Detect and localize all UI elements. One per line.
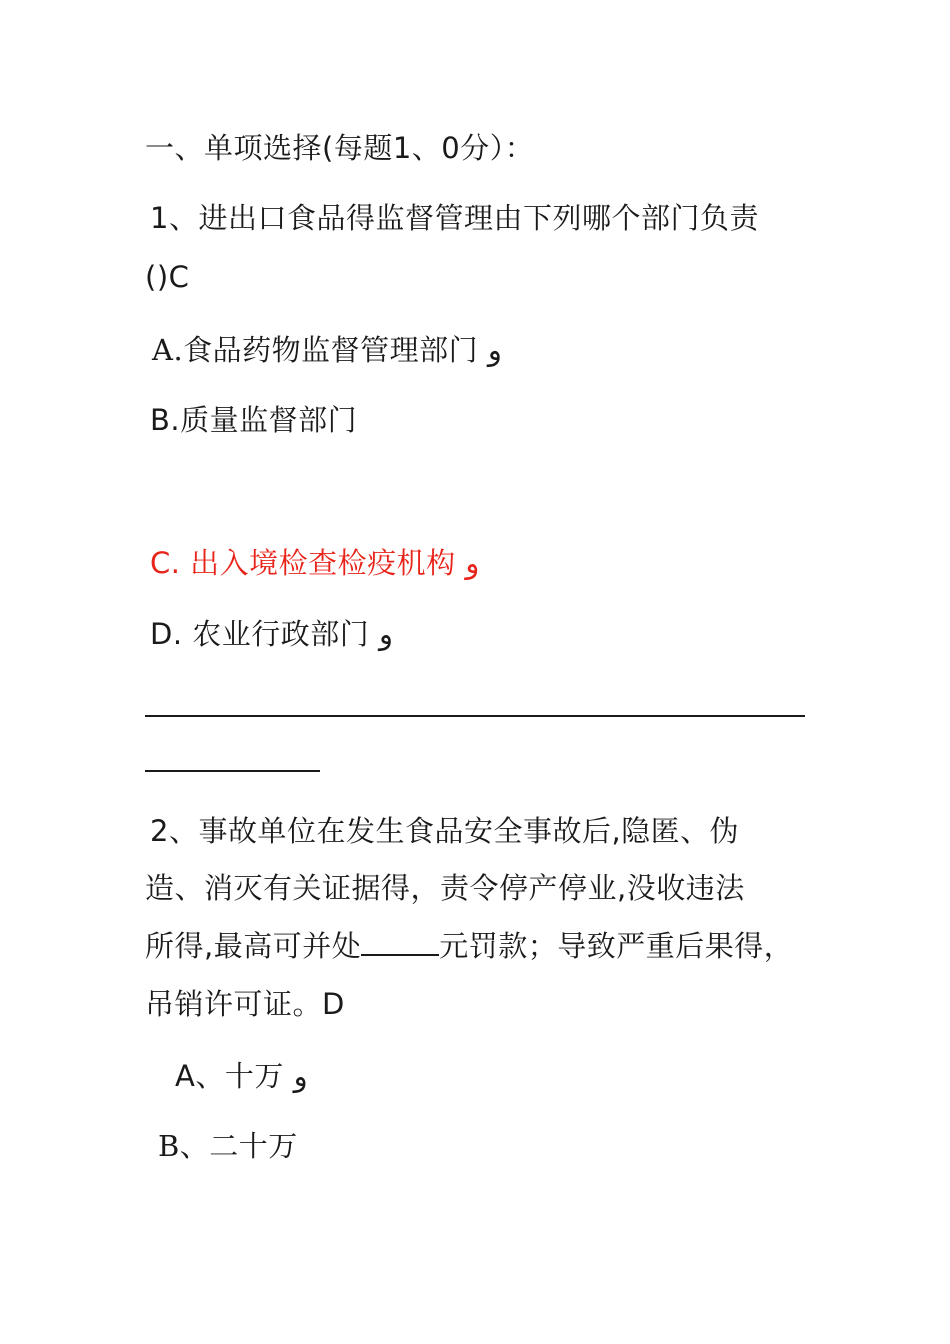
- question-1-option-a: A.食品药物监督管理部门 و: [152, 333, 502, 367]
- question-2-text-line-3-start: 所得,最高可并处: [145, 929, 362, 963]
- question-1-text-line-2: ()C: [145, 260, 190, 294]
- question-2-text-line-3-end: 元罚款；导致严重后果得，: [439, 929, 794, 963]
- question-1-text-line-1: 1、进出口食品得监督管理由下列哪个部门负责: [150, 201, 759, 235]
- question-2-text-line-3: [145, 926, 793, 966]
- separator-rule-short: [145, 770, 320, 772]
- question-1-option-b: B.质量监督部门: [150, 403, 358, 437]
- question-2-option-b: B、二十万: [158, 1129, 298, 1163]
- question-1-option-c-answer: C. 出入境检查检疫机构 و: [150, 546, 480, 580]
- question-2-text-line-2: 造、消灭有关证据得，责令停产停业,没收违法: [145, 871, 745, 905]
- question-2-option-a: A、十万 و: [175, 1059, 308, 1093]
- fill-in-blank: [361, 930, 439, 956]
- section-heading: 一、单项选择(每题1、0分）：: [145, 131, 535, 165]
- separator-rule: [145, 715, 805, 717]
- question-2-text-line-4: 吊销许可证。D: [145, 987, 345, 1021]
- question-2-text-line-1: 2、事故单位在发生食品安全事故后,隐匿、伪: [150, 814, 740, 848]
- question-1-option-d: D. 农业行政部门 و: [150, 617, 394, 651]
